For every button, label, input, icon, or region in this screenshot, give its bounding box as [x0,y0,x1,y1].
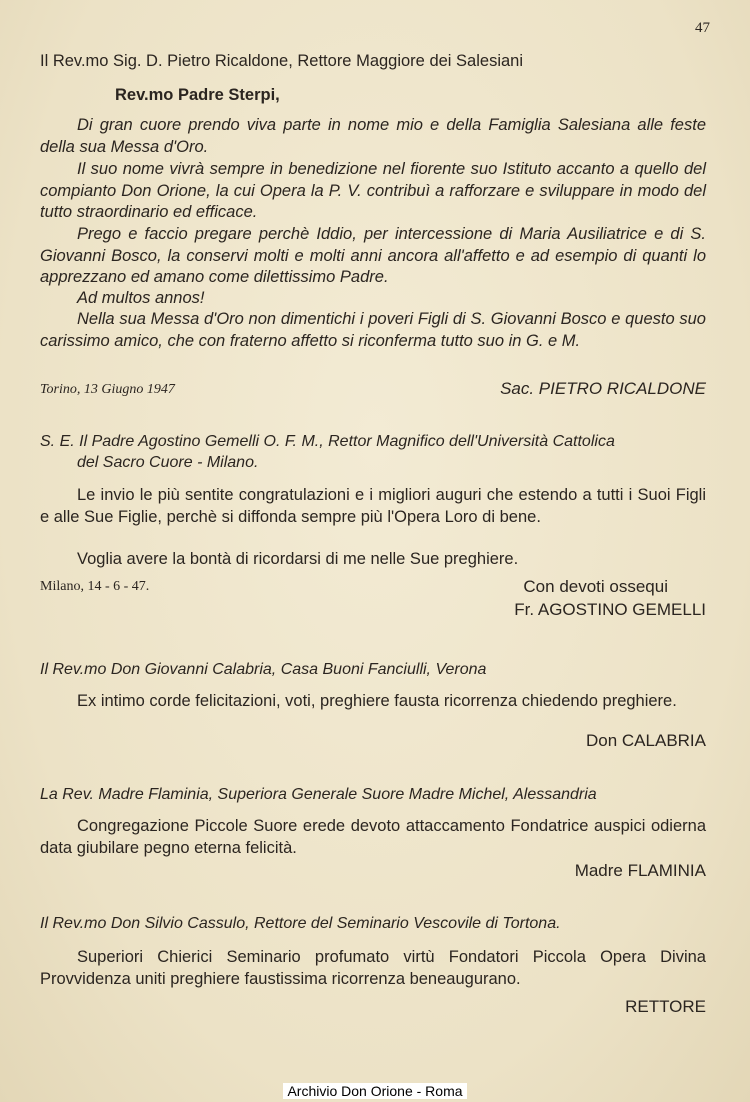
letter3-signature: Don CALABRIA [586,731,706,750]
letter1-heading: Il Rev.mo Sig. D. Pietro Ricaldone, Rettore Maggiore dei Salesiani [40,52,524,70]
letter4-paragraph-1: Congregazione Piccole Suore erede devoto attaccamento Fondatrice auspici odierna data giubilare pegno eterna felicità. [40,817,706,857]
letter5-signature: RETTORE [625,997,706,1016]
letter2-paragraph-1: Le invio le più sentite congratulazioni e i migliori auguri che estendo a tutti i Suoi Figli e alle Sue Figlie, perchè si diffonda sempre più l'Opera Loro di bene. [40,486,706,526]
letter2-heading-line-1: S. E. Il Padre Agostino Gemelli O. F. M., Rettor Magnifico dell'Università Cattolica [40,433,615,450]
letter3-paragraph-1: Ex intimo corde felicitazioni, voti, preghiere fausta ricorrenza chiedendo preghiere. [77,692,677,710]
letter1-salutation: Rev.mo Padre Sterpi, [115,86,280,104]
page-number: 47 [695,20,710,36]
letter4-heading: La Rev. Madre Flaminia, Superiora Generale Suore Madre Michel, Alessandria [40,786,597,803]
letter2-date: Milano, 14 - 6 - 47. [40,579,150,594]
letter1-signature: Sac. PIETRO RICALDONE [500,379,706,398]
letter1-paragraph-5: Nella sua Messa d'Oro non dimentichi i poveri Figli di S. Giovanni Bosco e questo suo carissimo amico, che con fraterno affetto si riconferma tutto suo in G. e M. [40,310,706,350]
archive-footer-label: Archivio Don Orione - Roma [283,1083,466,1099]
letter1-paragraph-2: Il suo nome vivrà sempre in benedizione nel fiorente suo Istituto accanto a quello del compianto Don Orione, la cui Opera la P. V. contribuì a rafforzare e sviluppare in modo del tutto straordinario ed efficace. [40,160,706,221]
letter1-paragraph-3: Prego e faccio pregare perchè Iddio, per intercessione di Maria Ausiliatrice e di S. Giovanni Bosco, la conservi molti e molti anni ancora all'affetto e ad esempio di quanti lo apprezzano ed amano come dilettissimo Padre. [40,225,706,286]
letter1-date: Torino, 13 Giugno 1947 [40,382,175,397]
letter3-heading: Il Rev.mo Don Giovanni Calabria, Casa Buoni Fanciulli, Verona [40,661,487,678]
letter1-paragraph-4: Ad multos annos! [77,289,205,307]
letter2-signature: Fr. AGOSTINO GEMELLI [514,600,706,619]
letter2-heading-line-2: del Sacro Cuore - Milano. [77,454,259,471]
letter5-heading: Il Rev.mo Don Silvio Cassulo, Rettore del Seminario Vescovile di Tortona. [40,915,561,932]
archive-footer [0,1083,750,1099]
letter2-closing: Con devoti ossequi [523,577,668,596]
letter4-signature: Madre FLAMINIA [574,861,706,880]
letter5-paragraph-1: Superiori Chierici Seminario profumato virtù Fondatori Piccola Opera Divina Provvidenza uniti preghiere faustissima ricorrenza beneaugurano. [40,948,706,988]
letter1-paragraph-1: Di gran cuore prendo viva parte in nome mio e della Famiglia Salesiana alle feste della sua Messa d'Oro. [40,116,706,156]
letter2-paragraph-2: Voglia avere la bontà di ricordarsi di me nelle Sue preghiere. [77,550,519,568]
